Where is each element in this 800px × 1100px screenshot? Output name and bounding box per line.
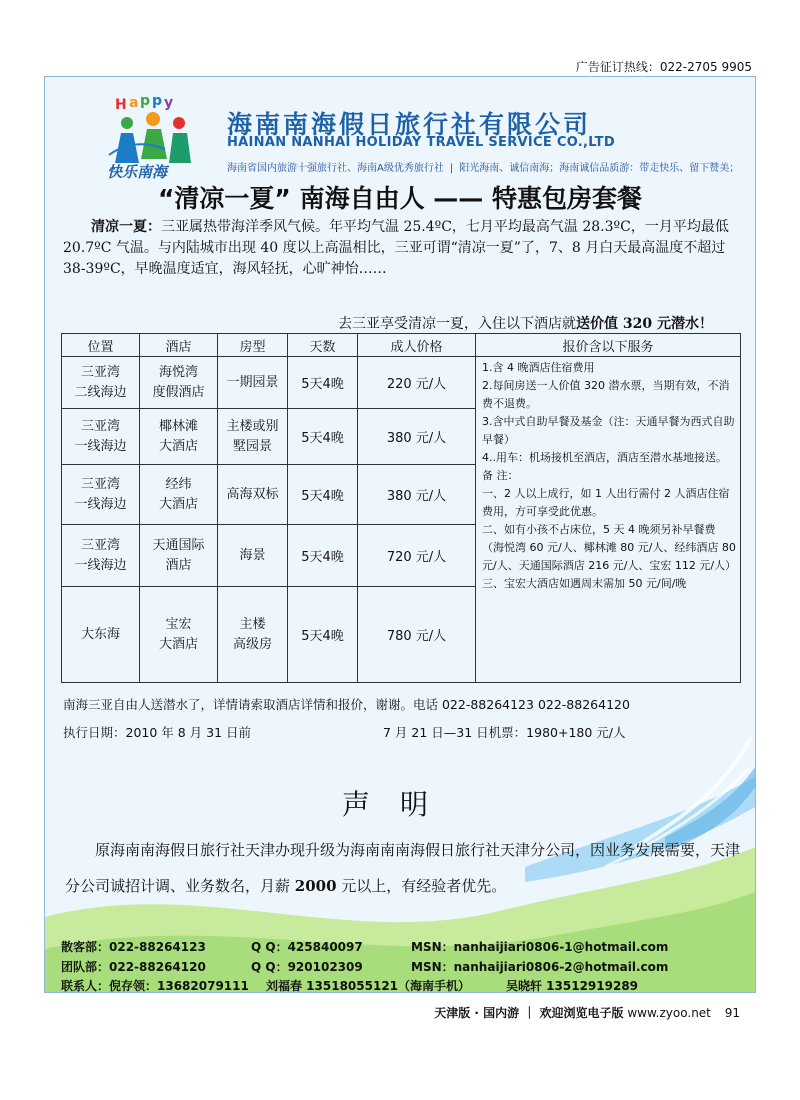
- cell-location: 三亚湾 一线海边: [62, 525, 140, 587]
- cell-location: 三亚湾 二线海边: [62, 357, 140, 409]
- ad-frame: [44, 76, 756, 993]
- intro-lead: 清凉一夏：: [91, 219, 161, 235]
- cell-room: 主楼 高级房: [218, 587, 288, 683]
- cell-room: 主楼或别 墅园景: [218, 409, 288, 465]
- service-item: 1.含 4 晚酒店住宿费用: [482, 361, 595, 374]
- cell-location: 三亚湾 一线海边: [62, 409, 140, 465]
- cell-price: 720 元/人: [358, 525, 476, 587]
- declaration-body: [65, 832, 745, 904]
- cell-room: 海景: [218, 525, 288, 587]
- col-header: 天数: [288, 334, 358, 357]
- cell-location: 大东海: [62, 587, 140, 683]
- cell-location: 三亚湾 一线海边: [62, 465, 140, 525]
- footer-site: www.zyoo.net: [627, 1006, 711, 1020]
- cell-hotel: 宝宏 大酒店: [140, 587, 218, 683]
- svg-text:a: a: [129, 95, 139, 111]
- svg-text:y: y: [164, 95, 174, 111]
- remarks-label: 备 注：: [482, 469, 519, 482]
- table-intro: [338, 313, 713, 333]
- cell-room: 一期园景: [218, 357, 288, 409]
- remark-item: 二、如有小孩不占床位，5 天 4 晚须另补早餐费（海悦湾 60 元/人、椰林滩 80 元/人、经纬酒店 80 元/人、天通国际酒店 216 元/人、宝宏 112 元/人）: [482, 523, 737, 572]
- cell-hotel: 海悦湾 度假酒店: [140, 357, 218, 409]
- declaration-title: 声明: [341, 788, 458, 821]
- service-item: 3.含中式自助早餐及基金（注：天通早餐为西式自助早餐）: [482, 415, 735, 446]
- cell-room: 高海双标: [218, 465, 288, 525]
- contact-dept: 散客部：022-88264123: [61, 940, 206, 954]
- notes-date-row: [63, 719, 630, 747]
- footer-edition: 天津版 · 国内游 ｜ 欢迎浏览电子版: [434, 1006, 624, 1020]
- package-table: [61, 333, 741, 683]
- contact-row: [61, 958, 668, 978]
- table-row: [62, 357, 741, 409]
- table-intro-bold: 送价值 320 元潜水！: [576, 316, 713, 332]
- slogan-right: 阳光海南、诚信南海；海南诚信品质游：带走快乐、留下赞美；: [459, 163, 740, 174]
- contact-row: [61, 938, 668, 958]
- contact-person: 吴晓轩 13512919289: [506, 979, 639, 993]
- cell-days: 5天4晚: [288, 409, 358, 465]
- table-header-row: [62, 334, 741, 357]
- company-name-en: HAINAN NANHAI HOLIDAY TRAVEL SERVICE CO.,LTD: [227, 135, 615, 150]
- col-header: 房型: [218, 334, 288, 357]
- flight-price: 7 月 21 日—31 日机票：1980+180 元/人: [383, 725, 626, 740]
- service-item: 2.每间房送一人价值 320 潜水票，当期有效，不消费不退费。: [482, 379, 730, 410]
- contacts-block: [61, 938, 668, 993]
- company-slogan: 海南省国内旅游十强旅行社、海南A级优秀旅行社 | 阳光海南、诚信南海；海南诚信品质游：带走快乐、留下赞美；: [227, 163, 740, 174]
- svg-text:p: p: [152, 93, 163, 109]
- contact-dept: 团队部：022-88264120: [61, 959, 206, 974]
- company-logo: [105, 93, 245, 179]
- ad-hotline: 广告征订热线：022-2705 9905: [575, 60, 752, 74]
- contact-msn: MSN：nanhaijiari0806-2@hotmail.com: [411, 959, 669, 974]
- cell-price: 380 元/人: [358, 409, 476, 465]
- cell-price: 780 元/人: [358, 587, 476, 683]
- cell-days: 5天4晚: [288, 525, 358, 587]
- cell-hotel: 椰林滩 大酒店: [140, 409, 218, 465]
- cell-hotel: 天通国际 酒店: [140, 525, 218, 587]
- slogan-left: 海南省国内旅游十强旅行社、海南A级优秀旅行社: [227, 163, 444, 174]
- svg-text:H: H: [115, 97, 127, 113]
- cell-price: 220 元/人: [358, 357, 476, 409]
- contact-person: 联系人：倪存领：13682079111: [61, 979, 249, 993]
- intro-paragraph: [63, 217, 741, 280]
- contact-person: 刘福春 13518055121（海南手机）: [266, 979, 471, 993]
- promo-headline: “清凉一夏” 南海自由人 —— 特惠包房套餐: [158, 184, 642, 213]
- notes-block: [63, 691, 630, 747]
- col-header: 报价含以下服务: [476, 334, 741, 357]
- intro-body: 三亚属热带海洋季风气候。年平均气温 25.4ºC，七月平均最高气温 28.3ºC，一月平均最低 20.7ºC 气温。与内陆城市出现 40 度以上高温相比，三亚可谓“清凉一夏”了，7、8 月白天最高温度不超过 38-39ºC，早晚温度适宜，海风轻抚，心旷神怡……: [63, 219, 729, 277]
- services-cell: [476, 357, 741, 683]
- service-item: 4..用车：机场接机至酒店，酒店至潜水基地接送。: [482, 451, 727, 464]
- declaration-text-end: 元以上，有经验者优先。: [336, 877, 507, 895]
- contact-row: [61, 977, 668, 993]
- remark-item: 一、2 人以上成行，如 1 人出行需付 2 人酒店住宿费用，方可享受此优惠。: [482, 487, 730, 518]
- cell-hotel: 经纬 大酒店: [140, 465, 218, 525]
- declaration-text: 原海南南海假日旅行社天津办现升级为海南南南海假日旅行社天津分公司，因业务发展需要，天津分公司诚招计调、业务数名，月薪: [65, 841, 741, 895]
- table-intro-plain: 去三亚享受清凉一夏，入住以下酒店就: [338, 316, 577, 332]
- col-header: 酒店: [140, 334, 218, 357]
- remark-item: 三、宝宏大酒店如遇周末需加 50 元/间/晚: [482, 577, 687, 590]
- cell-days: 5天4晚: [288, 587, 358, 683]
- cell-days: 5天4晚: [288, 465, 358, 525]
- page-number: 91: [724, 1006, 740, 1020]
- svg-text:p: p: [140, 93, 151, 109]
- col-header: 位置: [62, 334, 140, 357]
- company-name-cn: 海南南海假日旅行社有限公司: [227, 110, 592, 139]
- cell-days: 5天4晚: [288, 357, 358, 409]
- svg-text:快乐南海: 快乐南海: [107, 163, 168, 179]
- exec-date: 执行日期：2010 年 8 月 31 日前: [63, 725, 252, 740]
- col-header: 成人价格: [358, 334, 476, 357]
- contact-qq: Q Q：920102309: [251, 959, 363, 974]
- page-footer: [434, 1004, 740, 1021]
- contact-qq: Q Q：425840097: [251, 940, 363, 954]
- salary-figure: 2000: [294, 877, 337, 895]
- contact-msn: MSN：nanhaijiari0806-1@hotmail.com: [411, 940, 669, 954]
- notes-contact-line: 南海三亚自由人送潜水了，详情请索取酒店详情和报价，谢谢。电话 022-88264123 022-88264120: [63, 697, 630, 712]
- cell-price: 380 元/人: [358, 465, 476, 525]
